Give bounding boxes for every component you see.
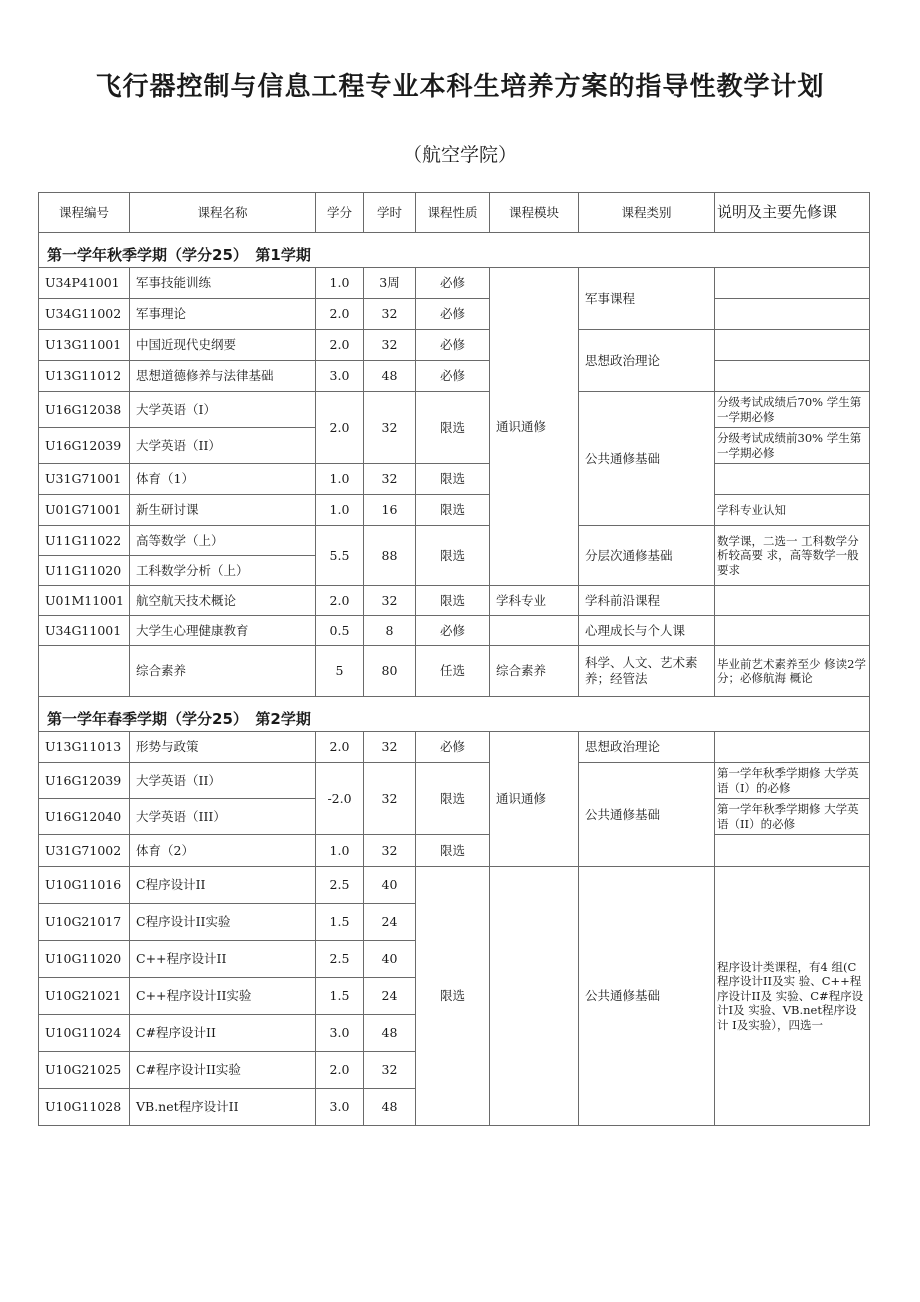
header-note: 说明及主要先修课 xyxy=(715,193,870,233)
course-credit: 1.0 xyxy=(316,268,364,299)
course-code: U10G21021 xyxy=(39,978,130,1015)
table-row xyxy=(39,867,870,904)
course-hours: 32 xyxy=(364,299,416,330)
course-nature: 限选 xyxy=(416,526,490,586)
course-code: U10G11016 xyxy=(39,867,130,904)
course-category: 思想政治理论 xyxy=(579,732,715,763)
course-code: U34G11002 xyxy=(39,299,130,330)
header-name: 课程名称 xyxy=(130,193,316,233)
table-row xyxy=(39,616,870,646)
table-row xyxy=(39,763,870,799)
table-row xyxy=(39,299,870,330)
course-name: 大学生心理健康教育 xyxy=(130,616,316,646)
course-category: 科学、人文、艺术素养；经管法 xyxy=(579,646,715,697)
header-nature: 课程性质 xyxy=(416,193,490,233)
course-name: 大学英语（I） xyxy=(130,392,316,428)
course-module: 通识通修 xyxy=(490,268,579,586)
course-hours: 16 xyxy=(364,495,416,526)
course-name: C++程序设计II xyxy=(130,941,316,978)
course-note xyxy=(715,732,870,763)
course-hours: 3周 xyxy=(364,268,416,299)
course-credit: 2.0 xyxy=(316,299,364,330)
course-nature: 限选 xyxy=(416,495,490,526)
course-code: U01G71001 xyxy=(39,495,130,526)
course-note xyxy=(715,616,870,646)
course-code: U34P41001 xyxy=(39,268,130,299)
course-credit: 1.5 xyxy=(316,978,364,1015)
course-note xyxy=(715,835,870,867)
course-hours: 80 xyxy=(364,646,416,697)
course-nature: 限选 xyxy=(416,464,490,495)
course-name: 体育（2） xyxy=(130,835,316,867)
course-nature: 必修 xyxy=(416,268,490,299)
course-credit: -2.0 xyxy=(316,763,364,835)
course-hours: 32 xyxy=(364,392,416,464)
course-nature: 必修 xyxy=(416,732,490,763)
course-note: 程序设计类课程，有4 组(C程序设计II及实 验、C++程序设计II及 实验、C#程序设计I及 实验、VB.net程序设计 I及实验），四选一 xyxy=(715,867,870,1126)
course-name: C#程序设计II xyxy=(130,1015,316,1052)
course-credit: 2.5 xyxy=(316,867,364,904)
course-code: U16G12039 xyxy=(39,763,130,799)
course-code: U13G11013 xyxy=(39,732,130,763)
course-note: 数学课，二选一 工科数学分析较高要 求，高等数学一般要求 xyxy=(715,526,870,586)
course-category: 学科前沿课程 xyxy=(579,586,715,616)
course-name: 军事理论 xyxy=(130,299,316,330)
course-name: C++程序设计II实验 xyxy=(130,978,316,1015)
header-category: 课程类别 xyxy=(579,193,715,233)
table-row xyxy=(39,392,870,428)
course-credit: 1.5 xyxy=(316,904,364,941)
course-hours: 40 xyxy=(364,941,416,978)
course-category: 公共通修基础 xyxy=(579,867,715,1126)
course-name: 高等数学（上） xyxy=(130,526,316,556)
course-code: U31G71001 xyxy=(39,464,130,495)
course-name: 大学英语（II） xyxy=(130,763,316,799)
course-credit: 3.0 xyxy=(316,1089,364,1126)
course-note xyxy=(715,268,870,299)
course-code: U13G11001 xyxy=(39,330,130,361)
header-code: 课程编号 xyxy=(39,193,130,233)
table-row xyxy=(39,646,870,697)
course-name: 航空航天技术概论 xyxy=(130,586,316,616)
course-nature: 必修 xyxy=(416,361,490,392)
course-hours: 24 xyxy=(364,904,416,941)
course-nature: 必修 xyxy=(416,616,490,646)
table-row xyxy=(39,835,870,867)
course-note xyxy=(715,299,870,330)
course-hours: 40 xyxy=(364,867,416,904)
course-code: U10G21017 xyxy=(39,904,130,941)
course-note: 分级考试成绩后70% 学生第一学期必修 xyxy=(715,392,870,428)
course-code: U10G11024 xyxy=(39,1015,130,1052)
course-hours: 32 xyxy=(364,835,416,867)
course-category: 公共通修基础 xyxy=(579,392,715,526)
course-note xyxy=(715,330,870,361)
course-category: 公共通修基础 xyxy=(579,763,715,867)
course-credit: 3.0 xyxy=(316,361,364,392)
table-row xyxy=(39,586,870,616)
course-module: 学科专业 xyxy=(490,586,579,616)
course-category: 军事课程 xyxy=(579,268,715,330)
course-credit: 1.0 xyxy=(316,464,364,495)
course-note: 学科专业认知 xyxy=(715,495,870,526)
course-code: U16G12038 xyxy=(39,392,130,428)
table-row xyxy=(39,268,870,299)
course-nature: 限选 xyxy=(416,867,490,1126)
course-credit: 0.5 xyxy=(316,616,364,646)
course-credit: 3.0 xyxy=(316,1015,364,1052)
course-hours: 32 xyxy=(364,763,416,835)
course-name: C#程序设计II实验 xyxy=(130,1052,316,1089)
course-code: U11G11020 xyxy=(39,556,130,586)
course-name: 工科数学分析（上） xyxy=(130,556,316,586)
course-code: U10G11020 xyxy=(39,941,130,978)
course-name: 综合素养 xyxy=(130,646,316,697)
course-code xyxy=(39,646,130,697)
course-module xyxy=(490,867,579,1126)
course-credit: 2.0 xyxy=(316,586,364,616)
course-note xyxy=(715,464,870,495)
course-hours: 32 xyxy=(364,1052,416,1089)
course-name: VB.net程序设计II xyxy=(130,1089,316,1126)
course-hours: 32 xyxy=(364,330,416,361)
course-nature: 必修 xyxy=(416,330,490,361)
course-note: 毕业前艺术素养至少 修读2学分；必修航海 概论 xyxy=(715,646,870,697)
header-hours: 学时 xyxy=(364,193,416,233)
course-code: U10G11028 xyxy=(39,1089,130,1126)
header-credit: 学分 xyxy=(316,193,364,233)
course-name: 军事技能训练 xyxy=(130,268,316,299)
course-module: 综合素养 xyxy=(490,646,579,697)
course-nature: 限选 xyxy=(416,392,490,464)
course-note xyxy=(715,586,870,616)
course-credit: 2.0 xyxy=(316,1052,364,1089)
course-module xyxy=(490,616,579,646)
course-nature: 限选 xyxy=(416,763,490,835)
course-category: 思想政治理论 xyxy=(579,330,715,392)
course-hours: 32 xyxy=(364,732,416,763)
course-category: 心理成长与个人课 xyxy=(579,616,715,646)
course-code: U11G11022 xyxy=(39,526,130,556)
course-note: 分级考试成绩前30% 学生第一学期必修 xyxy=(715,428,870,464)
course-hours: 24 xyxy=(364,978,416,1015)
semester-heading-row xyxy=(39,697,870,732)
course-hours: 88 xyxy=(364,526,416,586)
course-hours: 8 xyxy=(364,616,416,646)
course-code: U10G21025 xyxy=(39,1052,130,1089)
course-name: C程序设计II实验 xyxy=(130,904,316,941)
page-title: 飞行器控制与信息工程专业本科生培养方案的指导性教学计划 xyxy=(95,72,825,102)
course-nature: 限选 xyxy=(416,586,490,616)
course-credit: 1.0 xyxy=(316,495,364,526)
table-row xyxy=(39,526,870,556)
course-nature: 限选 xyxy=(416,835,490,867)
course-name: 思想道德修养与法律基础 xyxy=(130,361,316,392)
course-name: 大学英语（II） xyxy=(130,428,316,464)
course-hours: 32 xyxy=(364,586,416,616)
course-name: 大学英语（III） xyxy=(130,799,316,835)
course-credit: 2.0 xyxy=(316,330,364,361)
course-credit: 2.0 xyxy=(316,732,364,763)
course-credit: 5 xyxy=(316,646,364,697)
course-hours: 48 xyxy=(364,1015,416,1052)
course-code: U16G12039 xyxy=(39,428,130,464)
course-nature: 必修 xyxy=(416,299,490,330)
course-name: 中国近现代史纲要 xyxy=(130,330,316,361)
course-nature: 任选 xyxy=(416,646,490,697)
course-name: 体育（1） xyxy=(130,464,316,495)
course-code: U16G12040 xyxy=(39,799,130,835)
course-category: 分层次通修基础 xyxy=(579,526,715,586)
course-note: 第一学年秋季学期修 大学英语（I）的必修 xyxy=(715,763,870,799)
table-row xyxy=(39,330,870,361)
course-credit: 5.5 xyxy=(316,526,364,586)
page-subtitle: （航空学院） xyxy=(402,144,517,166)
table-row xyxy=(39,732,870,763)
table-header-row xyxy=(39,193,870,233)
course-credit: 2.0 xyxy=(316,392,364,464)
table-row xyxy=(39,361,870,392)
table-row xyxy=(39,464,870,495)
course-credit: 1.0 xyxy=(316,835,364,867)
semester-1-heading: 第一学年秋季学期（学分25） 第1学期 xyxy=(39,233,870,268)
course-code: U13G11012 xyxy=(39,361,130,392)
course-code: U31G71002 xyxy=(39,835,130,867)
semester-2-heading: 第一学年春季学期（学分25） 第2学期 xyxy=(39,697,870,732)
course-code: U34G11001 xyxy=(39,616,130,646)
course-hours: 32 xyxy=(364,464,416,495)
course-hours: 48 xyxy=(364,1089,416,1126)
course-name: 新生研讨课 xyxy=(130,495,316,526)
course-note: 第一学年秋季学期修 大学英语（II）的必修 xyxy=(715,799,870,835)
course-code: U01M11001 xyxy=(39,586,130,616)
semester-heading-row xyxy=(39,233,870,268)
course-note xyxy=(715,361,870,392)
course-name: C程序设计II xyxy=(130,867,316,904)
table-row xyxy=(39,495,870,526)
course-name: 形势与政策 xyxy=(130,732,316,763)
header-module: 课程模块 xyxy=(490,193,579,233)
course-module: 通识通修 xyxy=(490,732,579,867)
course-hours: 48 xyxy=(364,361,416,392)
course-credit: 2.5 xyxy=(316,941,364,978)
curriculum-table xyxy=(38,192,870,1126)
